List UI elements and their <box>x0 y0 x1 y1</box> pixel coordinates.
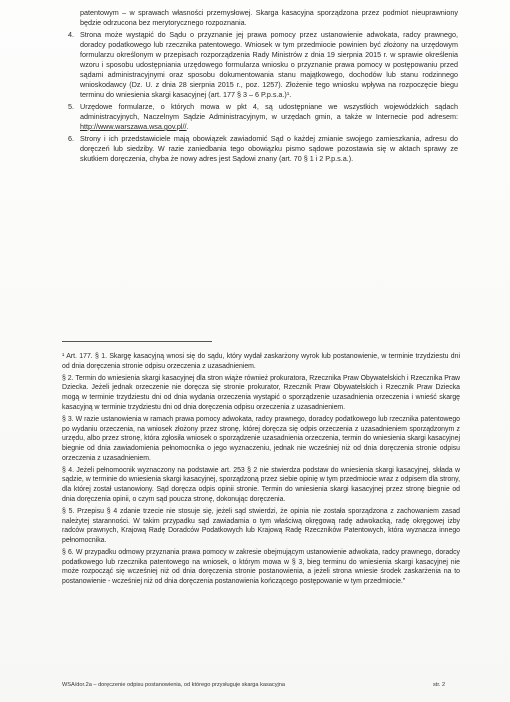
footnote-art-177-par-3: § 3. W razie ustanowienia w ramach prawa pomocy adwokata, radcy prawnego, doradcy podatkowego lub rzecznika patentowego po wydaniu orzeczenia, na wniosek złożony przez stronę, której doręcza się odpis orzeczenia z uzasadnieniem sporządzonym z urzędu, albo przez stronę, która zgłosiła wniosek o sporządzenie uzasadnienia orzeczenia, termin do wniesienia skargi kasacyjnej biegnie od dnia zawiadomienia pełnomocnika o jego wyznaczeniu, jednak nie wcześniej niż od dnia doręczenia stronie odpisu orzeczenia z uzasadnieniem. <box>62 415 460 462</box>
item-4-text: Strona może wystąpić do Sądu o przyznanie jej prawa pomocy przez ustanowienie adwokata, radcy prawnego, doradcy podatkowego lub rzecznika patentowego. Wniosek w tym przedmiocie powinien być złożony na urzędowym formularzu określonym w przepisach rozporządzenia Rady Ministrów z dnia 19 sierpnia 2015 r. w sprawie określenia wzoru i sposobu udostępniania urzędowego formularza wniosku o przyznanie prawa pomocy w postępowaniu przed sądami administracyjnymi oraz sposobu dokumentowania stanu majątkowego, dochodów lub stanu rodzinnego wnioskodawcy (Dz. U. z dnia 28 sierpnia 2015 r., poz. 1257). Złożenie tego wniosku wpływa na rozpoczęcie biegu terminu do wniesienia skargi kasacyjnej (art. 177 § 3 – 6 P.p.s.a.)¹. <box>80 30 458 99</box>
footnote-art-177-par-6: § 6. W przypadku odmowy przyznania prawa pomocy w zakresie obejmującym ustanowienie adwokata, radcy prawnego, doradcy podatkowego lub rzecznika patentowego na wniosek, o którym mowa w § 3, bieg terminu do wniesienia skargi kasacyjnej nie może rozpocząć się wcześniej niż od dnia doręczenia stronie postanowienia, a jeżeli strona wniesie środek zaskarżenia na to postanowienie - wcześniej niż od dnia doręczenia postanowienia kończącego postępowanie w tym przedmiocie." <box>62 548 460 585</box>
item-3-text: patentowym – w sprawach własności przemysłowej. Skarga kasacyjna sporządzona przez podmiot nieuprawniony będzie odrzucona bez merytorycznego rozpoznania. <box>80 8 458 27</box>
instructions-section <box>62 8 458 167</box>
footnote-art-177-par-4: § 4. Jeżeli pełnomocnik wyznaczony na podstawie art. 253 § 2 nie stwierdza podstaw do wniesienia skargi kasacyjnej, składa w sądzie, w terminie do wniesienia skargi kasacyjnej, sporządzoną przez siebie opinię w tym przedmiocie wraz z odpisem dla strony, dla której został ustanowiony. Sąd doręcza odpis opinii stronie. Termin do wniesienia skargi kasacyjnej przez stronę biegnie od dnia doręczenia opinii, o czym sąd poucza stronę, dokonując doręczenia. <box>62 466 460 503</box>
item-5-text-end: . <box>186 121 189 131</box>
item-6-text: Strony i ich przedstawiciele mają obowiązek zawiadomić Sąd o każdej zmianie swojego zamieszkania, adresu do doręczeń lub siedziby. W razie zaniedbania tego obowiązku pismo sądowe pozostawia się w aktach sprawy ze skutkiem doręczenia, chyba że nowy adres jest Sądowi znany (art. 70 § 1 i 2 P.p.s.a.). <box>80 134 458 164</box>
forms-link[interactable]: http://www.warszawa.wsa.gov.pl// <box>80 121 187 131</box>
item-5-text: Urzędowe formularze, o których mowa w pkt 4, są udostępniane we wszystkich wojewódzkich sądach administracyjnych, Naczelnym Sądzie Administracyjnym, w urzędach gmin, a także w Internecie pod adresem: <box>80 102 458 122</box>
footnote-art-177-par-5: § 5. Przepisu § 4 zdanie trzecie nie stosuje się, jeżeli sąd stwierdzi, że opinia nie została sporządzona z zachowaniem zasad należytej staranności. W takim przypadku sąd zawiadamia o tym właściwą okręgową radę adwokacką, radę okręgowej izby radców prawnych, Krajową Radę Doradców Podatkowych lub Krajową Radę Rzeczników Patentowych, która wyznacza innego pełnomocnika. <box>62 507 460 544</box>
footnote-art-177-par-2: § 2. Termin do wniesienia skargi kasacyjnej dla stron wiąże również prokuratora, Rzecznika Praw Obywatelskich i Rzecznika Praw Dziecka. Jeżeli jednak orzeczenie nie doręcza się stronie prokurator, Rzecznik Praw Obywatelskich i Rzecznik Praw Dziecka mogą w terminie trzydziestu dni od dnia wydania orzeczenia wystąpić o sporządzenie uzasadnienia orzeczenia i wnieść skargę kasacyjną w terminie trzydziestu dni od dnia doręczenia odpisu orzeczenia z uzasadnieniem. <box>62 374 460 411</box>
item-4-number: 4. <box>68 30 74 40</box>
footnote-separator <box>62 341 212 342</box>
item-6-number: 6. <box>68 134 74 144</box>
item-5 <box>62 102 458 132</box>
page-footer-label: WSA/dor.2a – doręczenie odpisu postanowienia, od którego przysługuje skarga kasacyjna <box>62 682 285 688</box>
item-5-number: 5. <box>68 102 74 112</box>
page-number: str. 2 <box>433 682 446 688</box>
footnote-art-177-par-1: ¹ Art. 177. § 1. Skargę kasacyjną wnosi się do sądu, który wydał zaskarżony wyrok lub postanowienie, w terminie trzydziestu dni od dnia doręczenia stronie odpisu orzeczenia z uzasadnieniem. <box>62 353 460 370</box>
footnotes-section <box>62 352 460 589</box>
item-4 <box>62 30 458 99</box>
item-6 <box>62 134 458 164</box>
item-3-continuation <box>62 8 458 28</box>
